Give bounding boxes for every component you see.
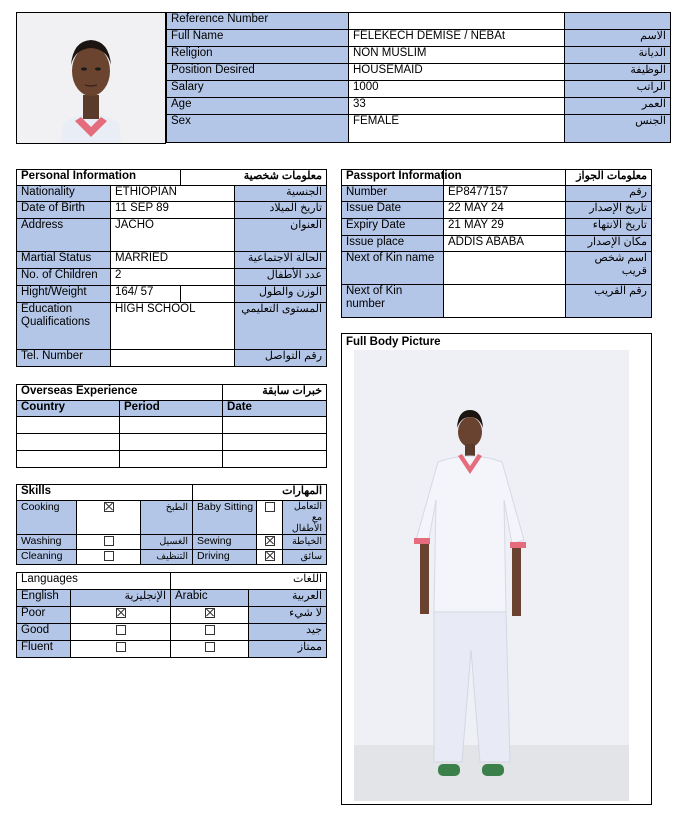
age-ar: العمر — [565, 98, 671, 115]
level-good-ar: جيد — [249, 624, 327, 641]
checkbox-empty-icon — [116, 625, 126, 635]
fullname-label: Full Name — [167, 30, 349, 47]
period-header: Period — [120, 401, 223, 417]
skill-cleaning-check[interactable] — [77, 550, 141, 565]
age-label: Age — [167, 98, 349, 115]
checkbox-empty-icon — [104, 536, 114, 546]
marital-label: Martial Status — [17, 252, 111, 269]
reference-value — [349, 13, 565, 30]
marital-value: MARRIED — [111, 252, 235, 269]
skills-title-ar: المهارات — [193, 485, 327, 501]
skill-washing-label: Washing — [17, 535, 77, 550]
skill-cleaning-label: Cleaning — [17, 550, 77, 565]
level-fluent-label: Fluent — [17, 641, 71, 658]
english-poor-check[interactable] — [71, 607, 171, 624]
overseas-cell — [17, 451, 120, 468]
kin-number-value — [444, 285, 566, 318]
fullname-ar: الاسم — [565, 30, 671, 47]
tel-ar: رقم التواصل — [235, 350, 327, 367]
nationality-ar: الجنسية — [235, 186, 327, 202]
sex-value: FEMALE — [349, 115, 565, 143]
dob-label: Date of Birth — [17, 202, 111, 219]
skill-babysitting-check[interactable] — [257, 501, 283, 535]
skill-driving-label: Driving — [193, 550, 257, 565]
religion-value: NON MUSLIM — [349, 47, 565, 64]
religion-label: Religion — [167, 47, 349, 64]
headshot-photo — [16, 12, 166, 144]
kin-number-ar: رقم القريب — [566, 285, 652, 318]
languages-title-ar: اللغات — [171, 573, 327, 590]
expiry-date-ar: تاريخ الانتهاء — [566, 219, 652, 236]
checkbox-checked-icon — [116, 608, 126, 618]
children-ar: عدد الأطفال — [235, 269, 327, 286]
tel-value — [111, 350, 235, 367]
level-fluent-ar: ممتاز — [249, 641, 327, 658]
salary-label: Salary — [167, 81, 349, 98]
age-value: 33 — [349, 98, 565, 115]
children-label: No. of Children — [17, 269, 111, 286]
education-label: Education Qualifications — [17, 303, 111, 350]
salary-value: 1000 — [349, 81, 565, 98]
issue-place-ar: مكان الإصدار — [566, 236, 652, 252]
checkbox-checked-icon — [265, 536, 275, 546]
top-info-table — [166, 12, 671, 143]
arabic-fluent-check[interactable] — [171, 641, 249, 658]
skill-sewing-check[interactable] — [257, 535, 283, 550]
overseas-cell — [120, 434, 223, 451]
languages-title: Languages — [17, 573, 171, 590]
address-ar: العنوان — [235, 219, 327, 252]
position-value: HOUSEMAID — [349, 64, 565, 81]
marital-ar: الحالة الاجتماعية — [235, 252, 327, 269]
personal-info-table — [16, 169, 327, 367]
religion-ar: الديانة — [565, 47, 671, 64]
tel-label: Tel. Number — [17, 350, 111, 367]
overseas-cell — [223, 451, 327, 468]
checkbox-empty-icon — [265, 502, 275, 512]
overseas-cell — [120, 451, 223, 468]
checkbox-empty-icon — [104, 551, 114, 561]
skill-sewing-label: Sewing — [193, 535, 257, 550]
checkbox-empty-icon — [205, 625, 215, 635]
overseas-title: Overseas Experience — [17, 385, 223, 401]
skill-cooking-label: Cooking — [17, 501, 77, 535]
english-label: English — [17, 590, 71, 607]
salary-ar: الراتب — [565, 81, 671, 98]
education-ar: المستوى التعليمي — [235, 303, 327, 350]
english-fluent-check[interactable] — [71, 641, 171, 658]
expiry-date-label: Expiry Date — [342, 219, 444, 236]
children-value: 2 — [111, 269, 235, 286]
personal-title-ar: معلومات شخصية — [181, 170, 327, 186]
checkbox-checked-icon — [205, 608, 215, 618]
checkbox-empty-icon — [205, 642, 215, 652]
checkbox-checked-icon — [104, 502, 114, 512]
skill-cooking-ar: الطبخ — [141, 501, 193, 535]
passport-title-ar: معلومات الجواز — [566, 170, 652, 186]
skill-cooking-check[interactable] — [77, 501, 141, 535]
checkbox-checked-icon — [265, 551, 275, 561]
passport-number-label: Number — [342, 186, 444, 202]
skills-title: Skills — [17, 485, 193, 501]
level-poor-ar: لا شيء — [249, 607, 327, 624]
english-ar: الإنجليزية — [71, 590, 171, 607]
address-value: JACHO — [111, 219, 235, 252]
skill-driving-check[interactable] — [257, 550, 283, 565]
height-number: 164 — [115, 286, 135, 298]
full-body-photo — [354, 350, 629, 801]
level-good-label: Good — [17, 624, 71, 641]
skill-cleaning-ar: التنظيف — [141, 550, 193, 565]
personal-title: Personal Information — [17, 170, 181, 186]
position-ar: الوظيفة — [565, 64, 671, 81]
skill-washing-check[interactable] — [77, 535, 141, 550]
skill-washing-ar: الغسيل — [141, 535, 193, 550]
fullname-value: FELEKECH DEMISE / NEBAt — [349, 30, 565, 47]
issue-place-label: Issue place — [342, 236, 444, 252]
hw-spacer — [181, 286, 235, 303]
hw-label: Hight/Weight — [17, 286, 111, 303]
level-poor-label: Poor — [17, 607, 71, 624]
full-body-title: Full Body Picture — [346, 336, 441, 348]
passport-title: Passport Information — [342, 170, 444, 186]
reference-label: Reference Number — [167, 13, 349, 30]
nationality-value: ETHIOPIAN — [111, 186, 235, 202]
passport-number-ar: رقم — [566, 186, 652, 202]
passport-number-value: EP8477157 — [444, 186, 566, 202]
overseas-table — [16, 384, 327, 468]
dob-value: 11 SEP 89 — [111, 202, 235, 219]
languages-table — [16, 572, 327, 658]
weight-number: / 57 — [134, 286, 154, 298]
english-good-check[interactable] — [71, 624, 171, 641]
hw-ar: الوزن والطول — [235, 286, 327, 303]
expiry-date-value: 21 MAY 29 — [444, 219, 566, 236]
issue-date-ar: تاريخ الإصدار — [566, 202, 652, 219]
issue-date-value: 22 MAY 24 — [444, 202, 566, 219]
address-label: Address — [17, 219, 111, 252]
passport-title-spacer — [444, 170, 566, 186]
issue-place-value: ADDIS ABABA — [444, 236, 566, 252]
arabic-ar: العربية — [249, 590, 327, 607]
kin-name-ar: اسم شخص قريب — [566, 252, 652, 285]
overseas-cell — [223, 434, 327, 451]
checkbox-empty-icon — [116, 642, 126, 652]
dob-ar: تاريخ الميلاد — [235, 202, 327, 219]
nationality-label: Nationality — [17, 186, 111, 202]
skill-sewing-ar: الخياطة — [283, 535, 327, 550]
country-header: Country — [17, 401, 120, 417]
skills-table — [16, 484, 327, 565]
arabic-label: Arabic — [171, 590, 249, 607]
reference-ar — [565, 13, 671, 30]
sex-label: Sex — [167, 115, 349, 143]
kin-name-label: Next of Kin name — [342, 252, 444, 285]
skill-babysitting-label: Baby Sitting — [193, 501, 257, 535]
position-label: Position Desired — [167, 64, 349, 81]
height-value — [111, 286, 181, 303]
education-value: HIGH SCHOOL — [111, 303, 235, 350]
arabic-good-check[interactable] — [171, 624, 249, 641]
overseas-cell — [120, 417, 223, 434]
skill-babysitting-ar: التعامل مع الأطفال — [283, 501, 327, 535]
overseas-title-ar: خبرات سابقة — [223, 385, 327, 401]
passport-info-table — [341, 169, 652, 318]
skill-driving-ar: سائق — [283, 550, 327, 565]
overseas-cell — [17, 434, 120, 451]
date-header: Date — [223, 401, 327, 417]
kin-number-label: Next of Kin number — [342, 285, 444, 318]
issue-date-label: Issue Date — [342, 202, 444, 219]
sex-ar: الجنس — [565, 115, 671, 143]
overseas-cell — [223, 417, 327, 434]
kin-name-value — [444, 252, 566, 285]
overseas-cell — [17, 417, 120, 434]
arabic-poor-check[interactable] — [171, 607, 249, 624]
